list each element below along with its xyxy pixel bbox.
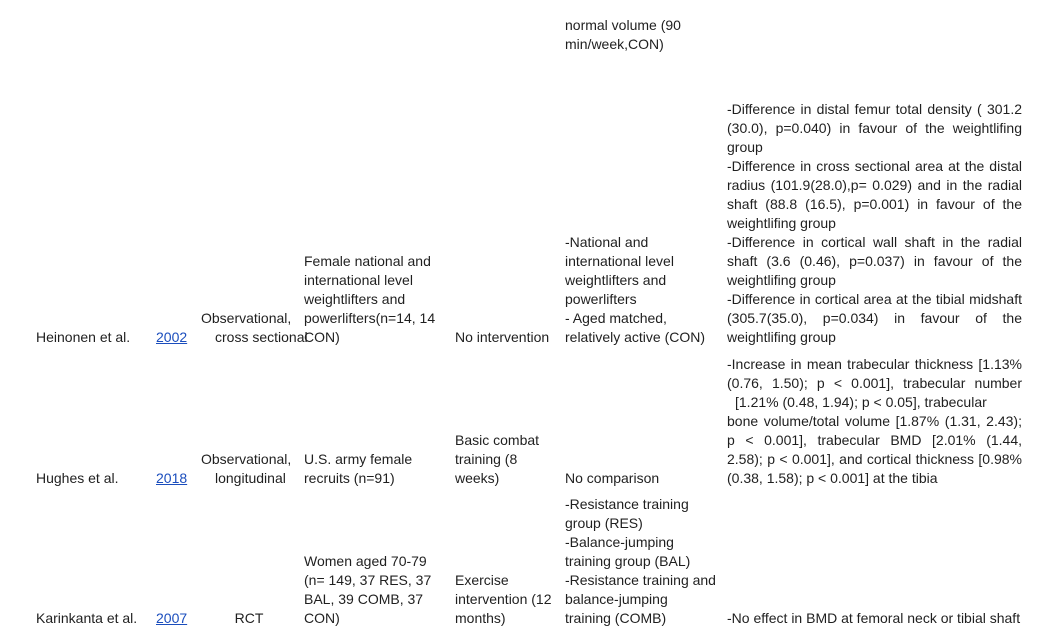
sample-text: U.S. army female xyxy=(304,451,413,467)
intervention-cell xyxy=(455,571,563,628)
intervention-text: Basic combat xyxy=(455,432,540,448)
sample-text: powerlifters(n=14, 14 xyxy=(304,310,436,326)
outcome-text: shaft (88.8 (16.5), p=0.001) in favour of the xyxy=(727,196,1022,212)
outcome-text: -Difference in cortical wall shaft in the radial xyxy=(727,234,1022,250)
comparison-text: normal volume (90 xyxy=(565,17,681,33)
outcome-text: group xyxy=(727,139,763,155)
outcome-cell xyxy=(727,100,1022,347)
sample-text: (n= 149, 37 RES, 37 xyxy=(304,572,432,588)
outcome-cell xyxy=(727,609,1022,628)
year-link[interactable]: 2018 xyxy=(156,470,188,486)
comparison-text: -Resistance training xyxy=(565,496,689,512)
outcome-cell xyxy=(727,355,1022,488)
sample-cell xyxy=(304,552,450,628)
intervention-text: months) xyxy=(455,610,506,626)
sample-text: international level xyxy=(304,272,413,288)
intervention-text: intervention (12 xyxy=(455,591,552,607)
comparison-text: international level xyxy=(565,253,674,269)
year-cell xyxy=(156,328,200,347)
comparison-cell xyxy=(565,233,723,347)
sample-cell xyxy=(304,450,450,488)
comparison-text: weightlifters and xyxy=(565,272,667,288)
design-cell xyxy=(201,450,297,488)
comparison-text: training (COMB) xyxy=(565,610,667,626)
intervention-text: No intervention xyxy=(455,329,550,345)
intervention-text: weeks) xyxy=(455,470,500,486)
sample-cell xyxy=(304,252,450,347)
comparison-text: training group (BAL) xyxy=(565,553,691,569)
comparison-text: -National and xyxy=(565,234,649,250)
comparison-cell xyxy=(565,16,723,54)
design-text: Observational, xyxy=(201,310,292,326)
intervention-cell xyxy=(455,328,563,347)
comparison-text: group (RES) xyxy=(565,515,643,531)
table-row xyxy=(0,354,1048,488)
outcome-text: 2.58); p < 0.001], and cortical thickness [0.98% xyxy=(727,451,1022,467)
sample-text: CON) xyxy=(304,329,340,345)
outcome-text: -Difference in cross sectional area at the distal xyxy=(727,158,1022,174)
table-row xyxy=(0,98,1048,347)
comparison-text: powerlifters xyxy=(565,291,637,307)
outcome-text: (0.76, 1.50); p < 0.001], trabecular number xyxy=(727,375,1022,391)
table-row xyxy=(0,16,1048,54)
year-cell xyxy=(156,609,200,628)
outcome-text: -No effect in BMD at femoral neck or tibial shaft xyxy=(727,610,1021,626)
sample-text: BAL, 39 COMB, 37 xyxy=(304,591,424,607)
intervention-text: training (8 xyxy=(455,451,518,467)
comparison-cell xyxy=(565,469,723,488)
author-text: Hughes et al. xyxy=(36,470,119,486)
design-text: cross sectional xyxy=(215,329,308,345)
outcome-text: radius (101.9(28.0),p= 0.029) and in the radial xyxy=(727,177,1022,193)
design-cell xyxy=(201,609,297,628)
intervention-text: Exercise xyxy=(455,572,509,588)
comparison-text: -Resistance training and xyxy=(565,572,716,588)
outcome-text: -Difference in cortical area at the tibial midshaft xyxy=(727,291,1022,307)
comparison-text: relatively active (CON) xyxy=(565,329,706,345)
comparison-text: -Balance-jumping xyxy=(565,534,674,550)
design-text: Observational, xyxy=(201,451,292,467)
sample-text: weightlifters and xyxy=(304,291,406,307)
comparison-text: No comparison xyxy=(565,470,660,486)
comparison-text: min/week,CON) xyxy=(565,36,664,52)
outcome-text: (30.0), p=0.040) in favour of the weightlifing xyxy=(727,120,1022,136)
comparison-text: - Aged matched, xyxy=(565,310,667,326)
year-link[interactable]: 2007 xyxy=(156,610,188,626)
sample-text: Female national and xyxy=(304,253,431,269)
sample-text: CON) xyxy=(304,610,340,626)
design-text: longitudinal xyxy=(215,470,286,486)
outcome-text: (0.38, 1.58); p < 0.001] at the tibia xyxy=(727,470,938,486)
design-cell xyxy=(201,309,308,347)
outcome-text: weightlifing group xyxy=(727,329,836,345)
outcome-text: -Increase in mean trabecular thickness [1.13% xyxy=(727,356,1022,372)
comparison-cell xyxy=(565,495,723,628)
outcome-text: weightlifing group xyxy=(727,272,836,288)
table-row xyxy=(0,494,1048,628)
year-link[interactable]: 2002 xyxy=(156,329,188,345)
outcome-text: p < 0.001], trabecular BMD [2.01% (1.44, xyxy=(727,432,1022,448)
outcome-text: weightlifing group xyxy=(727,215,836,231)
sample-text: recruits (n=91) xyxy=(304,470,395,486)
outcome-text: bone volume/total volume [1.87% (1.31, 2.43); xyxy=(727,413,1022,429)
author-text: Heinonen et al. xyxy=(36,329,131,345)
outcome-text: (305.7(35.0), p=0.034) in favour of the xyxy=(727,310,1022,326)
outcome-text: [1.21% (0.48, 1.94); p < 0.05], trabecular xyxy=(735,394,987,410)
intervention-cell xyxy=(455,431,563,488)
sample-text: Women aged 70-79 xyxy=(304,553,427,569)
year-cell xyxy=(156,469,200,488)
outcome-text: -Difference in distal femur total density ( 301.2 xyxy=(727,101,1022,117)
author-text: Karinkanta et al. xyxy=(36,610,138,626)
design-text: RCT xyxy=(234,610,264,626)
outcome-text: shaft (3.6 (0.46), p=0.037) in favour of the xyxy=(727,253,1022,269)
comparison-text: balance-jumping xyxy=(565,591,668,607)
